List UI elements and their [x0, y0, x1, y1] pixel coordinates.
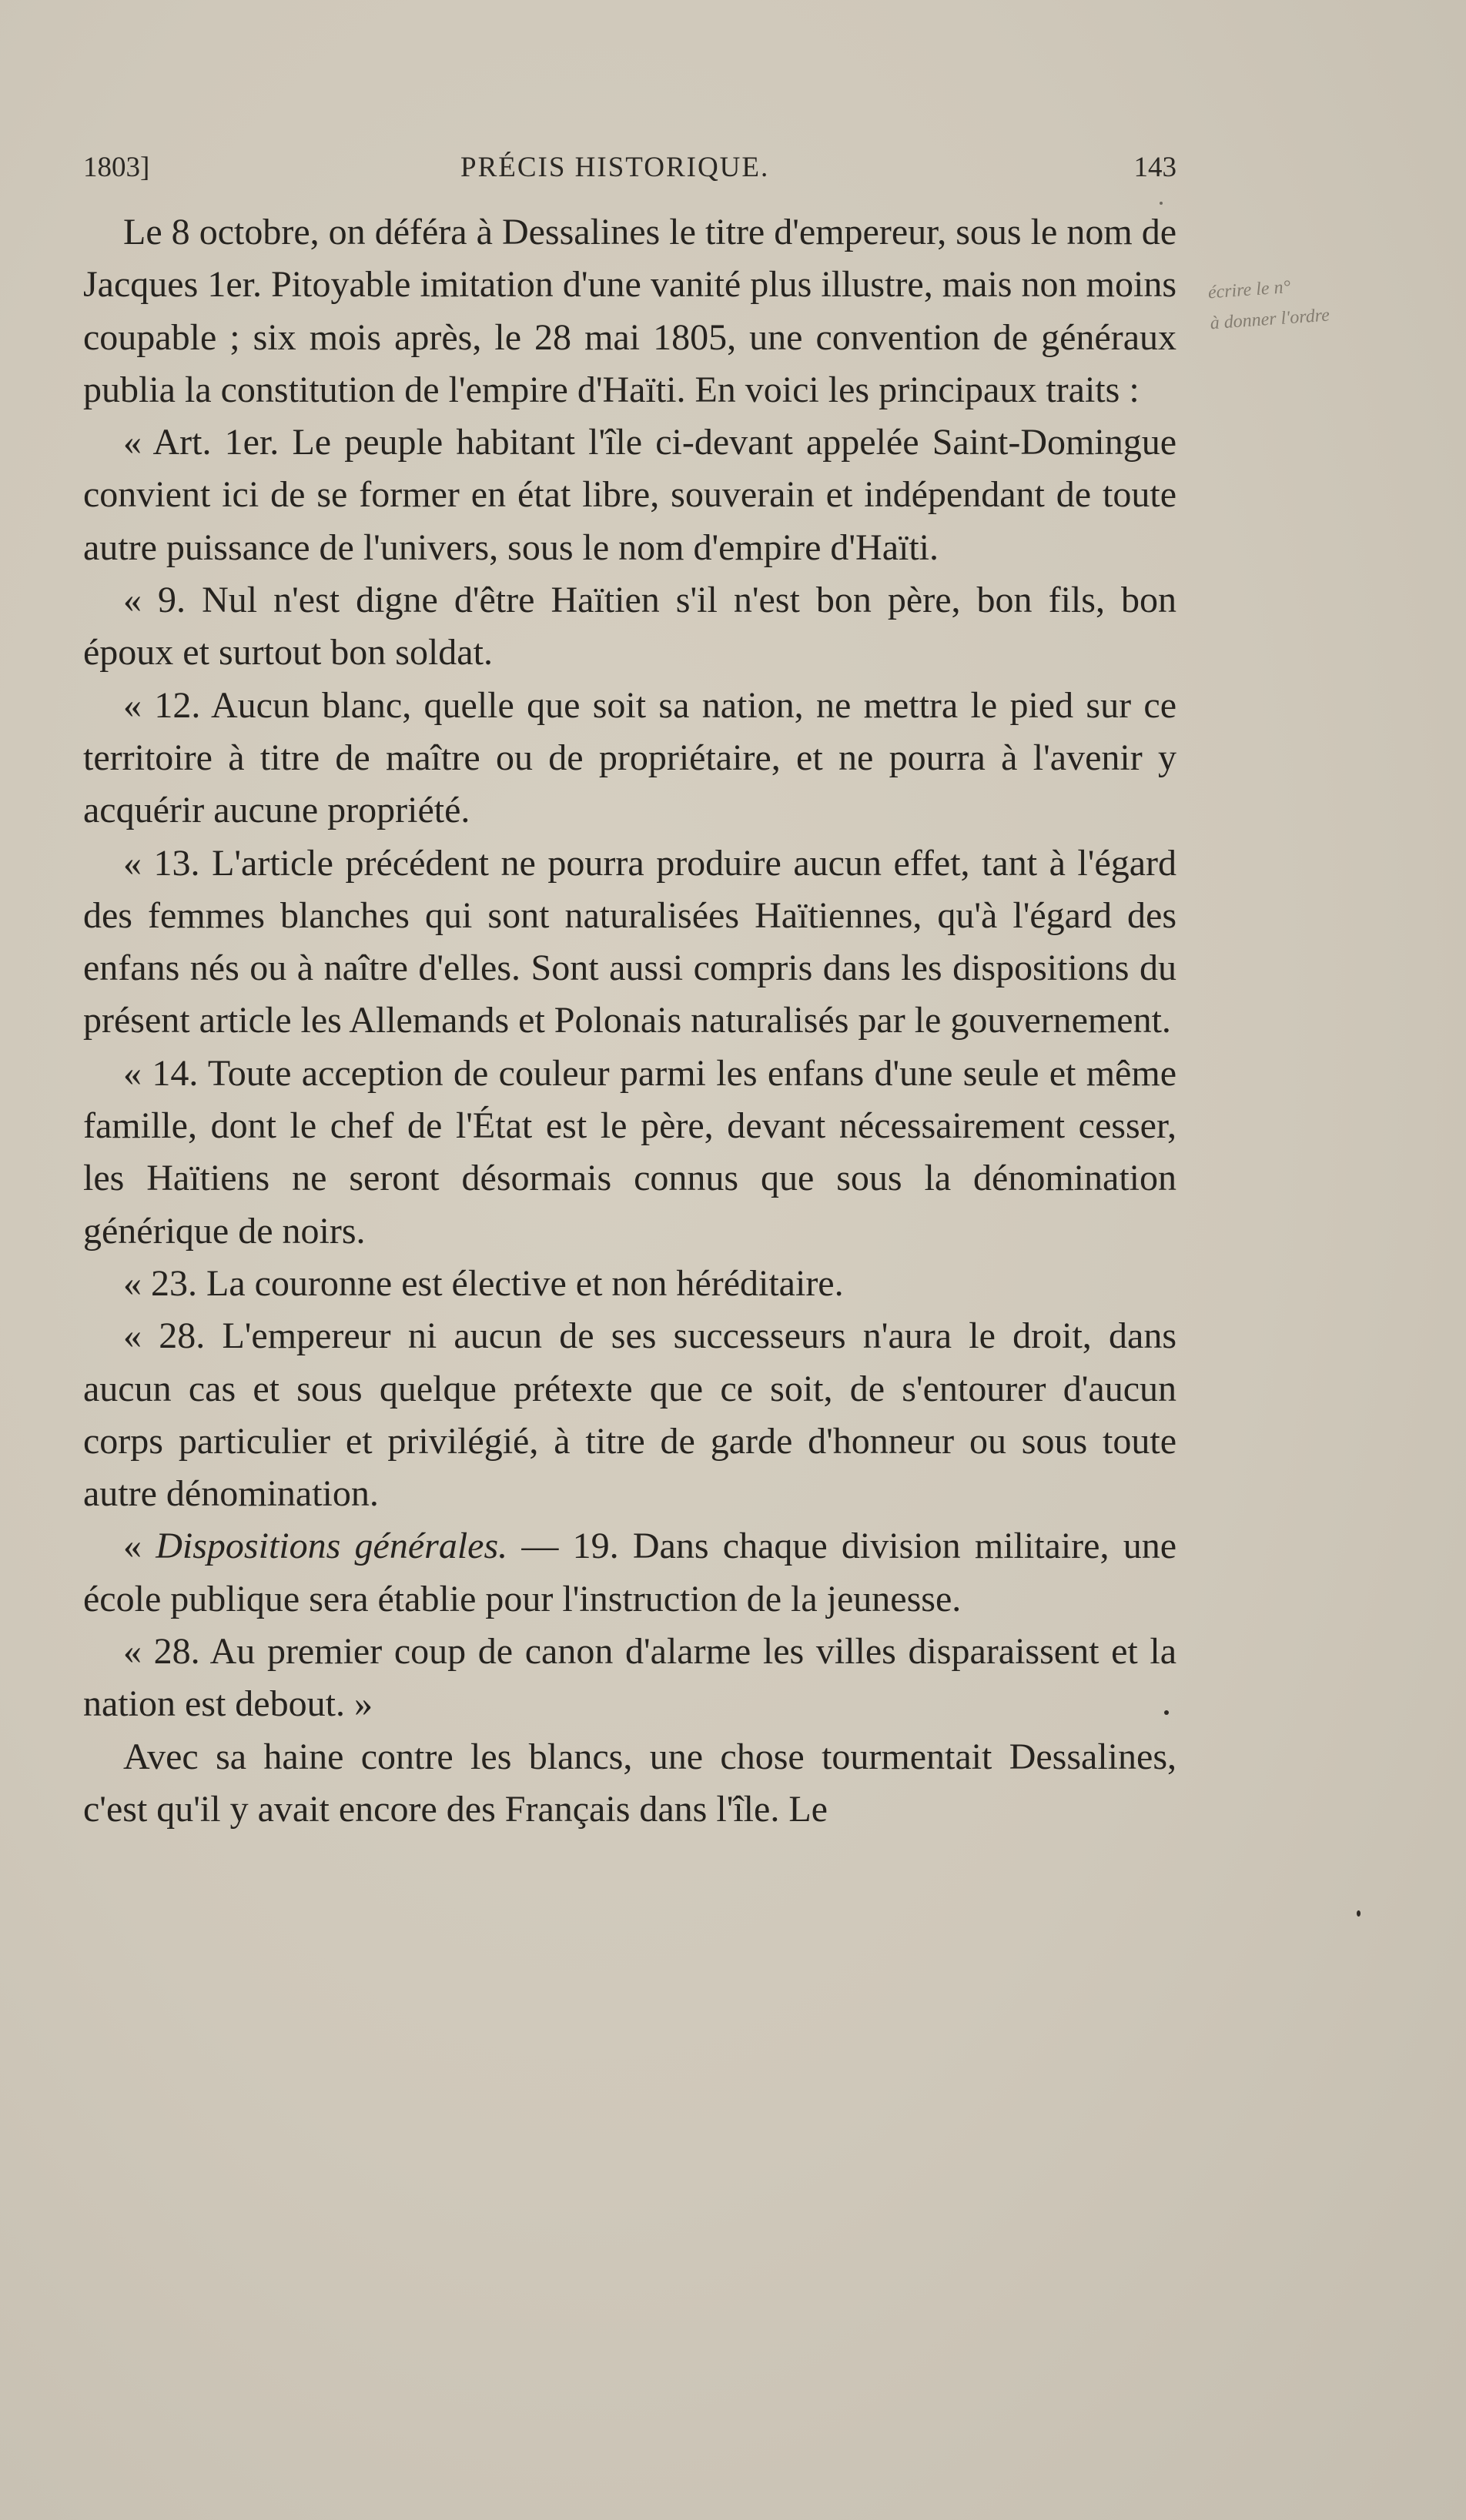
- handwritten-margin-note: [1207, 262, 1442, 339]
- paragraph-article-28: « 28. L'empereur ni aucun de ses successeurs n'aura le droit, dans aucun cas et sous quelque prétexte que ce soit, de s'entourer d'aucun corps particulier et privilégié, à titre de garde d'honneur ou sous toute autre dénomination.: [83, 1315, 1176, 1515]
- paragraph-article-28-alarm: « 28. Au premier coup de canon d'alarme les villes disparaissent et la nation est debout. »: [83, 1631, 1176, 1725]
- paragraph-article-23: « 23. La couronne est élective et non héréditaire.: [123, 1262, 844, 1304]
- paragraph-article-13: « 13. L'article précédent ne pourra produire aucun effet, tant à l'égard des femmes blanches qui sont naturalisées Haïtiennes, qu'à l'égard des enfans nés ou à naître d'elles. Sont aussi compris dans les dispositions du présent article les Allemands et Polonais naturalisés par le gouvernement.: [83, 842, 1176, 1041]
- dispositions-heading: Dispositions générales.: [156, 1526, 508, 1567]
- paragraph-article-14: « 14. Toute acception de couleur parmi les enfans d'une seule et même famille, dont le chef de l'État est le père, devant nécessairement cesser, les Haïtiens ne seront désormais connus que sous la dénomination générique de noirs.: [83, 1052, 1176, 1252]
- header-title: PRÉCIS HISTORIQUE.: [460, 152, 770, 183]
- ink-speck: [1164, 1710, 1169, 1715]
- running-header: [83, 151, 1176, 189]
- paragraph-article-9: « 9. Nul n'est digne d'être Haïtien s'il n'est bon père, bon fils, bon époux et surtout bon soldat.: [83, 580, 1176, 673]
- paragraph-intro: Le 8 octobre, on déféra à Dessalines le titre d'empereur, sous le nom de Jacques 1er. Pitoyable imitation d'une vanité plus illustre, mais non moins coupable ; six mois après, le 28 mai 1805, une convention de généraux publia la constitution de l'empire d'Haïti. En voici les principaux traits :: [83, 212, 1176, 410]
- body-text: [83, 206, 1176, 1836]
- header-year: 1803]: [83, 152, 150, 183]
- paragraph-article-1: « Art. 1er. Le peuple habitant l'île ci-devant appelée Saint-Domingue convient ici de se former en état libre, souverain et indépendant de toute autre puissance de l'univers, sous le nom d'empire d'Haïti.: [83, 422, 1176, 568]
- paragraph-article-12: « 12. Aucun blanc, quelle que soit sa nation, ne mettra le pied sur ce territoire à titre de maître ou de propriétaire, et ne pourra à l'avenir y acquérir aucune propriété.: [83, 684, 1176, 831]
- paragraph-dispositions: « Dispositions générales. — 19. Dans chaque division militaire, une école publique sera établie pour l'instruction de la jeunesse.: [83, 1526, 1177, 1619]
- page-number: 143: [1133, 152, 1176, 183]
- dispositions-text: — 19. Dans chaque division militaire, une école publique sera établie pour l'instruction de la jeunesse.: [83, 1526, 1177, 1619]
- ink-speck: [1357, 1910, 1361, 1917]
- margin-note-line: à donner l'ordre: [1209, 305, 1330, 334]
- ink-speck: [1160, 202, 1163, 205]
- margin-note-line: écrire le n°: [1207, 277, 1291, 303]
- paragraph-closing: Avec sa haine contre les blancs, une chose tourmentait Dessalines, c'est qu'il y avait encore des Français dans l'île. Le: [83, 1736, 1176, 1830]
